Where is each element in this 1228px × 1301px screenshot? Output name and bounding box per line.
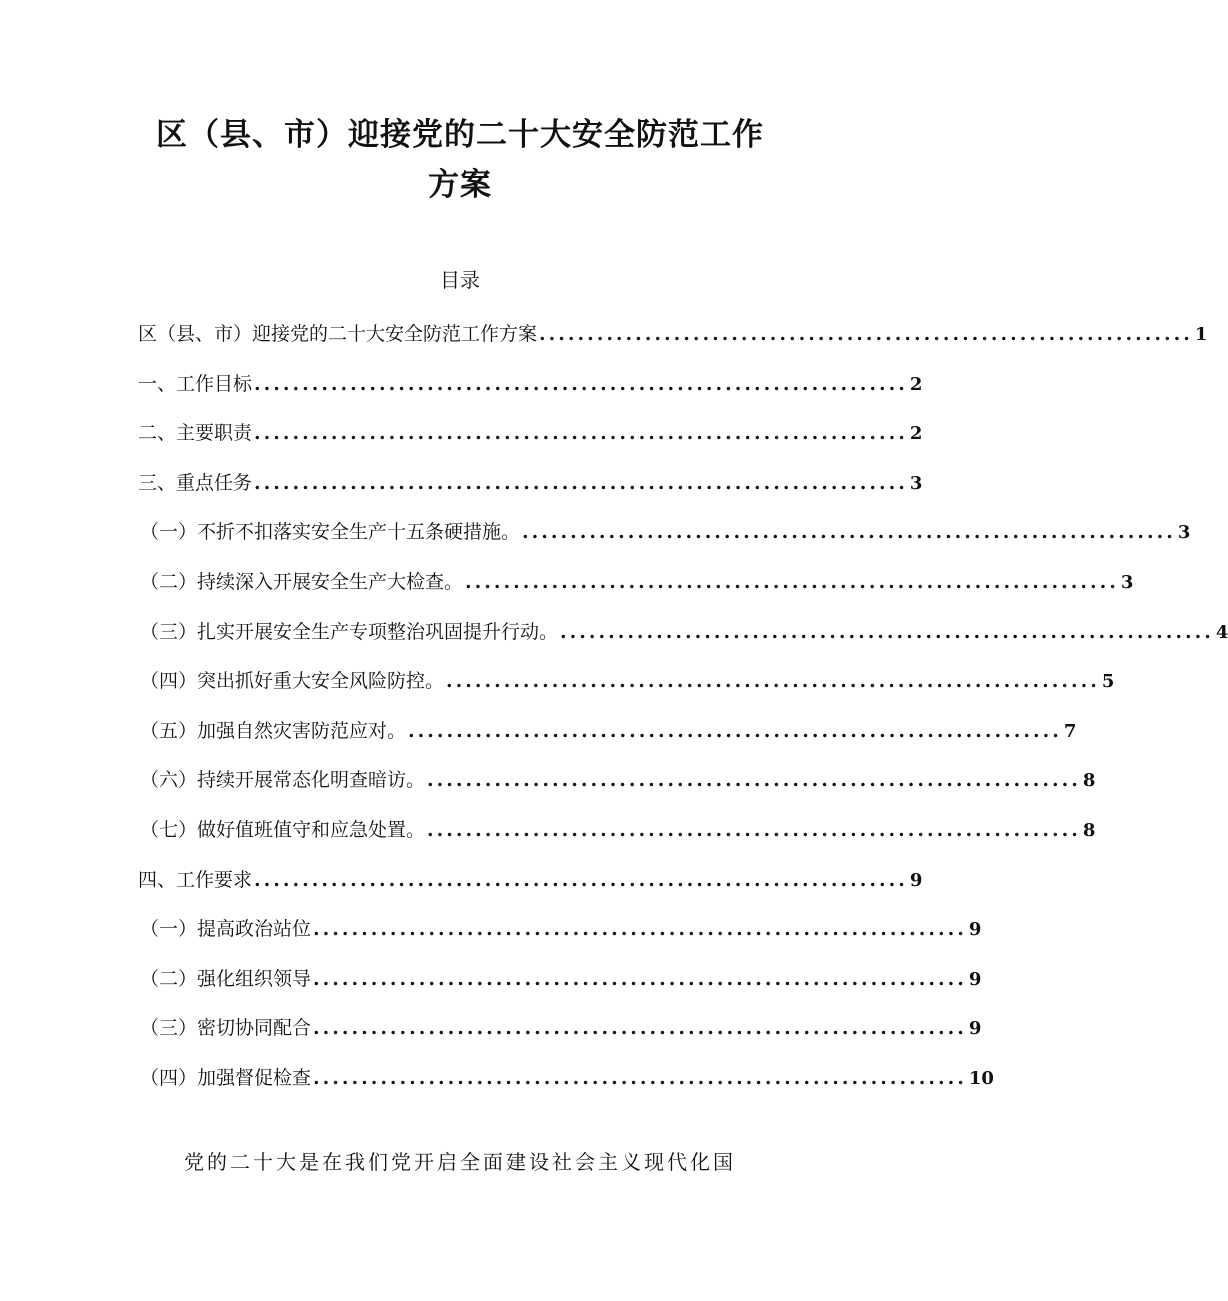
toc-page-number: 8 — [1082, 770, 1096, 792]
toc-leader-dots: .................................................................... — [313, 918, 967, 941]
toc-entry[interactable] — [138, 415, 923, 465]
toc-entry-text: 区（县、市）迎接党的二十大安全防范工作方案 — [138, 323, 538, 345]
toc-leader-dots: .................................................................... — [313, 967, 967, 990]
toc-entry-text: （一）不折不扣落实安全生产十五条硬措施。 — [140, 521, 521, 544]
toc-page-number: 9 — [909, 869, 923, 891]
toc-entry-text: （一）提高政治站位 — [140, 918, 312, 941]
toc-entry-text: （四）加强督促检查 — [140, 1066, 312, 1089]
toc-entry[interactable] — [138, 366, 923, 416]
toc-leader-dots: .................................................................... — [254, 471, 908, 494]
toc-entry[interactable] — [138, 663, 1115, 713]
toc-entry[interactable] — [138, 514, 1191, 564]
toc-page-number: 4 — [1215, 621, 1228, 643]
toc-leader-dots: .................................................................... — [539, 323, 1193, 345]
document-title-line-1: 区（县、市）迎接党的二十大安全防范工作 — [156, 117, 764, 153]
toc-leader-dots: .................................................................... — [427, 818, 1081, 841]
toc-entry-text: （三）扎实开展安全生产专项整治巩固提升行动。 — [140, 620, 559, 643]
toc-entry[interactable] — [138, 1060, 994, 1110]
toc-leader-dots: .................................................................... — [254, 868, 908, 891]
toc-entry[interactable] — [138, 1010, 982, 1060]
toc-entry-text: 三、重点任务 — [138, 471, 253, 494]
toc-page-number: 9 — [968, 919, 982, 941]
toc-entry-text: （六）持续开展常态化明查暗访。 — [140, 769, 426, 792]
toc-leader-dots: .................................................................... — [560, 620, 1214, 643]
toc-entry[interactable] — [138, 911, 982, 961]
toc-page-number: 3 — [1120, 571, 1134, 593]
toc-page-number: 5 — [1101, 671, 1115, 693]
toc-entry-text: 四、工作要求 — [138, 868, 253, 891]
toc-page-number: 10 — [968, 1067, 994, 1089]
toc-entry-text: （二）强化组织领导 — [140, 967, 312, 990]
toc-entry[interactable] — [138, 465, 923, 515]
toc-leader-dots: .................................................................... — [427, 769, 1081, 792]
toc-leader-dots: .................................................................... — [313, 1066, 967, 1089]
toc-leader-dots: .................................................................... — [465, 570, 1119, 593]
toc-entry-text: （三）密切协同配合 — [140, 1017, 312, 1040]
toc-leader-dots: .................................................................... — [408, 719, 1062, 742]
toc-leader-dots: .................................................................... — [313, 1017, 967, 1040]
toc-entry-text: 二、主要职责 — [138, 422, 253, 445]
toc-page-number: 3 — [909, 472, 923, 494]
toc-entry[interactable] — [138, 862, 923, 912]
toc-entry[interactable] — [138, 812, 1096, 862]
toc-page-number: 8 — [1082, 819, 1096, 841]
toc-entry-text: （四）突出抓好重大安全风险防控。 — [140, 670, 445, 693]
toc-entry-text: （五）加强自然灾害防范应对。 — [140, 719, 407, 742]
table-of-contents — [138, 316, 1228, 1110]
toc-entry-text: （二）持续深入开展安全生产大检查。 — [140, 570, 464, 593]
toc-entry[interactable] — [138, 762, 1096, 812]
toc-entry-text: 一、工作目标 — [138, 372, 253, 395]
toc-page-number: 2 — [909, 423, 923, 445]
toc-leader-dots: .................................................................... — [446, 670, 1100, 693]
toc-leader-dots: .................................................................... — [522, 521, 1176, 544]
toc-page-number: 1 — [1194, 324, 1208, 345]
toc-page-number: 7 — [1063, 720, 1077, 742]
toc-page-number: 9 — [968, 1018, 982, 1040]
toc-leader-dots: .................................................................... — [254, 372, 908, 395]
toc-entry[interactable] — [138, 316, 1208, 366]
toc-entry-text: （七）做好值班值守和应急处置。 — [140, 818, 426, 841]
toc-entry[interactable] — [138, 564, 1134, 614]
document-title-line-2: 方案 — [428, 167, 492, 203]
body-paragraph-start: 党的二十大是在我们党开启全面建设社会主义现代化国 — [184, 1150, 736, 1174]
toc-entry[interactable] — [138, 713, 1077, 763]
toc-page-number: 9 — [968, 968, 982, 990]
toc-page-number: 3 — [1177, 522, 1191, 544]
toc-leader-dots: .................................................................... — [254, 422, 908, 445]
toc-page-number: 2 — [909, 373, 923, 395]
toc-heading: 目录 — [440, 268, 480, 292]
toc-entry[interactable] — [138, 961, 982, 1011]
toc-entry[interactable] — [138, 614, 1228, 664]
